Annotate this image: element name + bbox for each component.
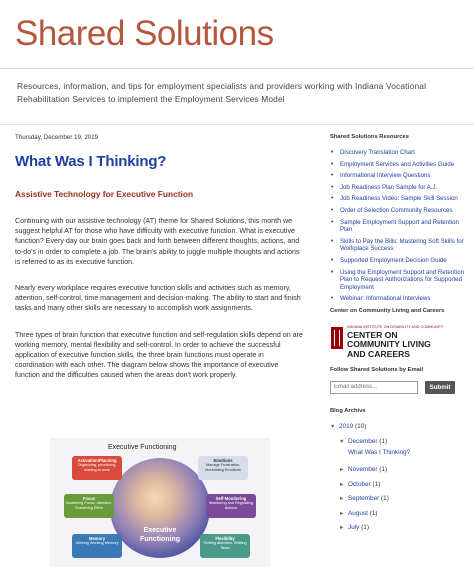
archive-count: (1)	[372, 480, 381, 488]
resource-link[interactable]: • Using the Employment Support and Retention Plan to Request Authorizations for Supported Employment	[330, 269, 465, 292]
resource-link[interactable]: • Informational Interview Questions	[330, 172, 465, 180]
diagram-box-text: Monitoring and Regulating Actions	[208, 501, 254, 510]
post-paragraph: Nearly every workplace requires executive function skills and activities such as memory, attention, self-control, time management and decision-making. The ability to start and finish tasks and many other skills are necessary to accomplish work assignments.	[15, 284, 301, 313]
blog-description: Resources, information, and tips for employment specialists and providers working with Indiana Vocational Rehabilitation Services to implement the Employment Services Model	[17, 81, 427, 104]
diagram-box-text: Manage Frustration, Modulating Emotions	[205, 463, 241, 472]
diagram-box-focus	[64, 494, 114, 518]
email-field[interactable]	[330, 381, 418, 394]
diagram-box-title: Activation/Planning	[77, 458, 117, 463]
diagram-box-flexibility	[200, 534, 250, 558]
resource-link[interactable]: • Sample Employment Support and Retention Plan	[330, 219, 465, 234]
archive-month[interactable]	[330, 509, 465, 519]
submit-button[interactable]: Submit	[425, 381, 455, 394]
resource-link[interactable]: • Job Readiness Video: Sample Skill Session	[330, 195, 465, 203]
triangle-right-icon[interactable]: ►	[339, 525, 345, 532]
archive-month[interactable]	[330, 494, 465, 504]
archive-count: (1)	[381, 495, 389, 503]
archive-month[interactable]	[330, 523, 465, 533]
post-paragraph: Three types of brain function that executive function and self-regulation skills depend on are working memory, mental flexibility and self-control. In order to achieve the successful application of executive function skills, the three brain functions must operate in coordination with each other. The diagram below shows the importance of executive function and the difficulties caused when the areas don't work properly.	[15, 330, 303, 380]
archive-count: (1)	[379, 437, 388, 445]
blog-archive	[330, 407, 465, 534]
archive-month-link[interactable]: September	[348, 495, 380, 503]
resources-heading: Shared Solutions Resources	[330, 134, 409, 140]
diagram-box-activation	[72, 456, 122, 480]
cclc-heading: Center on Community Living and Careers	[330, 307, 445, 314]
archive-count: (1)	[379, 466, 388, 474]
triangle-right-icon[interactable]: ►	[339, 510, 345, 517]
diagram-box-title: Flexibility	[215, 536, 235, 541]
archive-month-link[interactable]: December	[348, 437, 378, 445]
archive-count: (10)	[355, 422, 367, 430]
resource-link[interactable]: • Job Readiness Plan Sample for A.J.	[330, 184, 465, 192]
resource-link[interactable]: • Supported Employment Decision Guide	[330, 257, 465, 265]
sidebar	[330, 133, 465, 538]
resource-link[interactable]: • Webinar: Informational Interviews	[330, 295, 465, 303]
triangle-right-icon[interactable]: ►	[339, 481, 345, 488]
archive-count: (1)	[369, 509, 378, 517]
archive-count: (1)	[361, 524, 369, 532]
resources-list	[330, 149, 465, 303]
diagram-box-text: Organizing, prioritizing, starting to work	[77, 463, 117, 472]
triangle-down-icon[interactable]: ▼	[339, 438, 345, 445]
triangle-down-icon[interactable]: ▼	[330, 423, 336, 430]
executive-functioning-diagram[interactable]	[50, 438, 270, 567]
archive-month[interactable]	[330, 480, 465, 490]
logo-institute-text: INDIANA INSTITUTE ON DISABILITY AND COMMUNITY	[347, 324, 444, 329]
archive-month-link[interactable]: August	[348, 509, 368, 517]
description-divider	[0, 124, 474, 125]
archive-month-link[interactable]: November	[348, 466, 378, 474]
post-date: Thursday, December 19, 2019	[15, 134, 99, 141]
archive-year[interactable]	[330, 422, 465, 432]
archive-month-link[interactable]: October	[348, 480, 371, 488]
email-form	[330, 381, 465, 395]
post-paragraph: Continuing with our assistive technology (AT) theme for Shared Solutions, this month we suggest helpful AT for those who have difficulty with executive function. What is executive function? Every day our brain goes back and forth between different thoughts, actions, and to-do's in order to complete a job. The brain's ability to juggle multiple thoughts and actions is referred to as its executive function.	[15, 217, 300, 266]
diagram-box-emotions	[198, 456, 248, 480]
archive-post-link[interactable]: What Was I Thinking?	[348, 449, 411, 457]
main-column	[15, 133, 305, 381]
diagram-box-text: Shifting Attention, Shifting Tasks	[203, 541, 247, 550]
resource-link[interactable]: • Discovery Translation Chart	[330, 149, 465, 157]
blog-title[interactable]: Shared Solutions	[15, 14, 274, 53]
triangle-right-icon[interactable]: ►	[339, 467, 345, 474]
diagram-box-text: Utilizing Working Memory	[75, 541, 119, 545]
diagram-box-memory	[72, 534, 122, 558]
post-title[interactable]: What Was I Thinking?	[15, 153, 167, 170]
archive-post[interactable]	[330, 448, 465, 457]
archive-month[interactable]	[330, 465, 465, 475]
triangle-right-icon[interactable]: ►	[339, 496, 345, 503]
diagram-box-self-monitoring	[206, 494, 256, 518]
post-subtitle: Assistive Technology for Executive Function	[15, 189, 194, 199]
email-subscribe	[330, 366, 465, 395]
iu-trident-icon	[331, 327, 343, 349]
diagram-box-title: Focus	[82, 496, 96, 501]
diagram-box-title: Emotions	[213, 458, 233, 463]
archive-heading: Blog Archive	[330, 407, 366, 414]
archive-year-link[interactable]: 2019	[339, 422, 354, 430]
archive-month-link[interactable]: July	[348, 524, 360, 532]
resource-link[interactable]: • Skills to Pay the Bills: Mastering Soft Skills for Workplace Success	[330, 238, 465, 253]
archive-list	[330, 422, 465, 534]
blog-header	[0, 0, 474, 70]
resource-link[interactable]: • Order of Selection Community Resources	[330, 207, 465, 215]
diagram-center-label: Executive Functioning	[139, 527, 181, 543]
diagram-box-title: Memory	[88, 536, 106, 541]
follow-heading: Follow Shared Solutions by Email	[330, 366, 424, 373]
diagram-box-title: Self-Monitoring	[215, 496, 247, 501]
archive-month[interactable]	[330, 437, 465, 447]
header-divider	[0, 68, 474, 69]
diagram-title: Executive Functioning	[108, 444, 177, 451]
resource-link[interactable]: • Employment Services and Activities Guide	[330, 161, 465, 169]
logo-center-text: CENTER ON COMMUNITY LIVING AND CAREERS	[347, 329, 431, 359]
diagram-box-text: Sustaining Focus, Attention, Sustaining Effort	[65, 501, 113, 510]
cclc-logo[interactable]	[330, 324, 448, 359]
